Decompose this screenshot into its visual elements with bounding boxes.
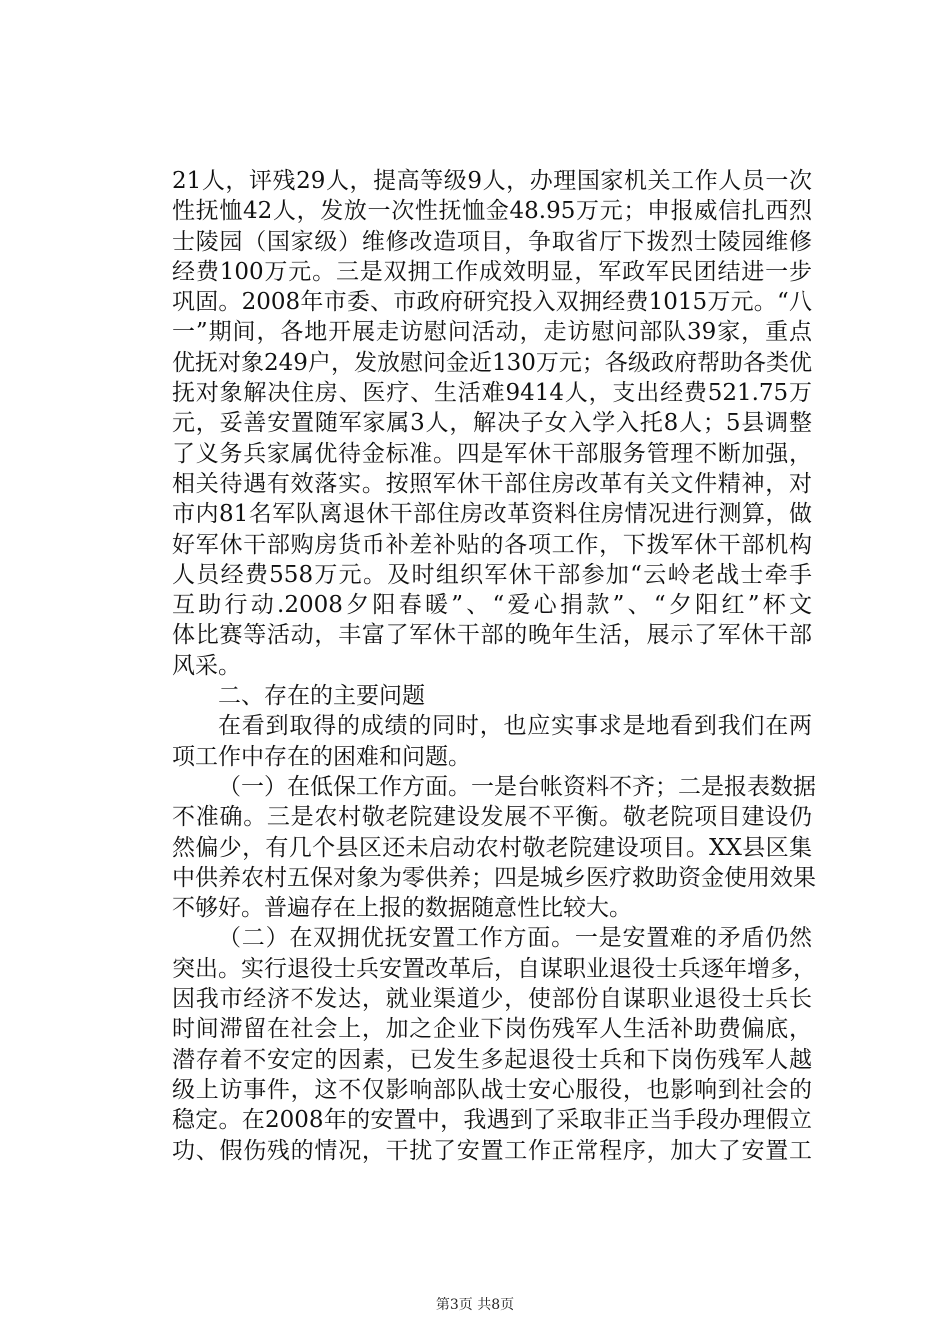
text-line: 项工作中存在的困难和问题。 — [172, 743, 471, 770]
text-line: 了义务兵家属优待金标准。四是军休干部服务管理不断加强， — [172, 440, 812, 467]
text-line: 不准确。三是农村敬老院建设发展不平衡。敬老院项目建设仍 — [172, 804, 812, 831]
text-line: 互助行动.2008夕阳春暖”、“爱心捐款”、“夕阳红”杯文 — [172, 592, 812, 619]
text-line: 二、存在的主要问题 — [218, 683, 425, 710]
text-line: 人员经费558万元。及时组织军休干部参加“云岭老战士牵手 — [172, 561, 812, 588]
text-line: 优抚对象249户，发放慰问金近130万元；各级政府帮助各类优 — [172, 349, 812, 376]
text-line: 相关待遇有效落实。按照军休干部住房改革有关文件精神，对 — [172, 470, 812, 497]
text-line: 功、假伤残的情况，干扰了安置工作正常程序，加大了安置工 — [172, 1137, 812, 1164]
text-line: 经费100万元。三是双拥工作成效明显，军政军民团结进一步 — [172, 258, 812, 285]
text-line: 性抚恤42人，发放一次性抚恤金48.95万元；申报威信扎西烈 — [172, 198, 812, 225]
text-line: 21人，评残29人，提高等级9人，办理国家机关工作人员一次 — [172, 168, 812, 194]
text-line: 潜存着不安定的因素，已发生多起退役士兵和下岗伤残军人越 — [172, 1046, 812, 1073]
text-line: 抚对象解决住房、医疗、生活难9414人，支出经费521.75万 — [172, 380, 812, 407]
text-line: 风采。 — [172, 652, 241, 679]
text-line: 稳定。在2008年的安置中，我遇到了采取非正当手段办理假立 — [172, 1107, 812, 1134]
text-line: （一）在低保工作方面。一是台帐资料不齐；二是报表数据 — [218, 773, 816, 800]
text-line: 士陵园（国家级）维修改造项目，争取省厅下拨烈士陵园维修 — [172, 228, 812, 255]
text-line: 市内81名军队离退休干部住房改革资料住房情况进行测算，做 — [172, 501, 812, 528]
page-number-footer: 第3页 共8页 — [435, 1297, 515, 1313]
text-line: 然偏少，有几个县区还未启动农村敬老院建设项目。XX县区集 — [172, 834, 812, 861]
text-line: 时间滞留在社会上，加之企业下岗伤残军人生活补助费偏底， — [172, 1016, 812, 1043]
text-line: 突出。实行退役士兵安置改革后，自谋职业退役士兵逐年增多， — [172, 955, 816, 982]
text-line: 级上访事件，这不仅影响部队战士安心服役，也影响到社会的 — [172, 1076, 812, 1103]
document-body — [172, 166, 816, 1166]
text-line: 体比赛等活动，丰富了军休干部的晚年生活，展示了军休干部 — [172, 622, 812, 649]
text-line: 好军休干部购房货币补差补贴的各项工作，下拨军休干部机构 — [172, 531, 812, 558]
text-line: 中供养农村五保对象为零供养；四是城乡医疗救助资金使用效果 — [172, 864, 816, 891]
text-line: 一”期间，各地开展走访慰问活动，走访慰问部队39家，重点 — [172, 319, 812, 346]
text-line: 巩固。2008年市委、市政府研究投入双拥经费1015万元。“八 — [172, 289, 812, 316]
text-line: 因我市经济不发达，就业渠道少，使部份自谋职业退役士兵长 — [172, 986, 812, 1013]
text-line: 不够好。普遍存在上报的数据随意性比较大。 — [172, 895, 632, 922]
text-line: （二）在双拥优抚安置工作方面。一是安置难的矛盾仍然 — [218, 925, 812, 952]
text-line: 在看到取得的成绩的同时，也应实事求是地看到我们在两 — [218, 713, 812, 740]
text-line: 元，妥善安置随军家属3人，解决子女入学入托8人；5县调整 — [172, 410, 812, 437]
